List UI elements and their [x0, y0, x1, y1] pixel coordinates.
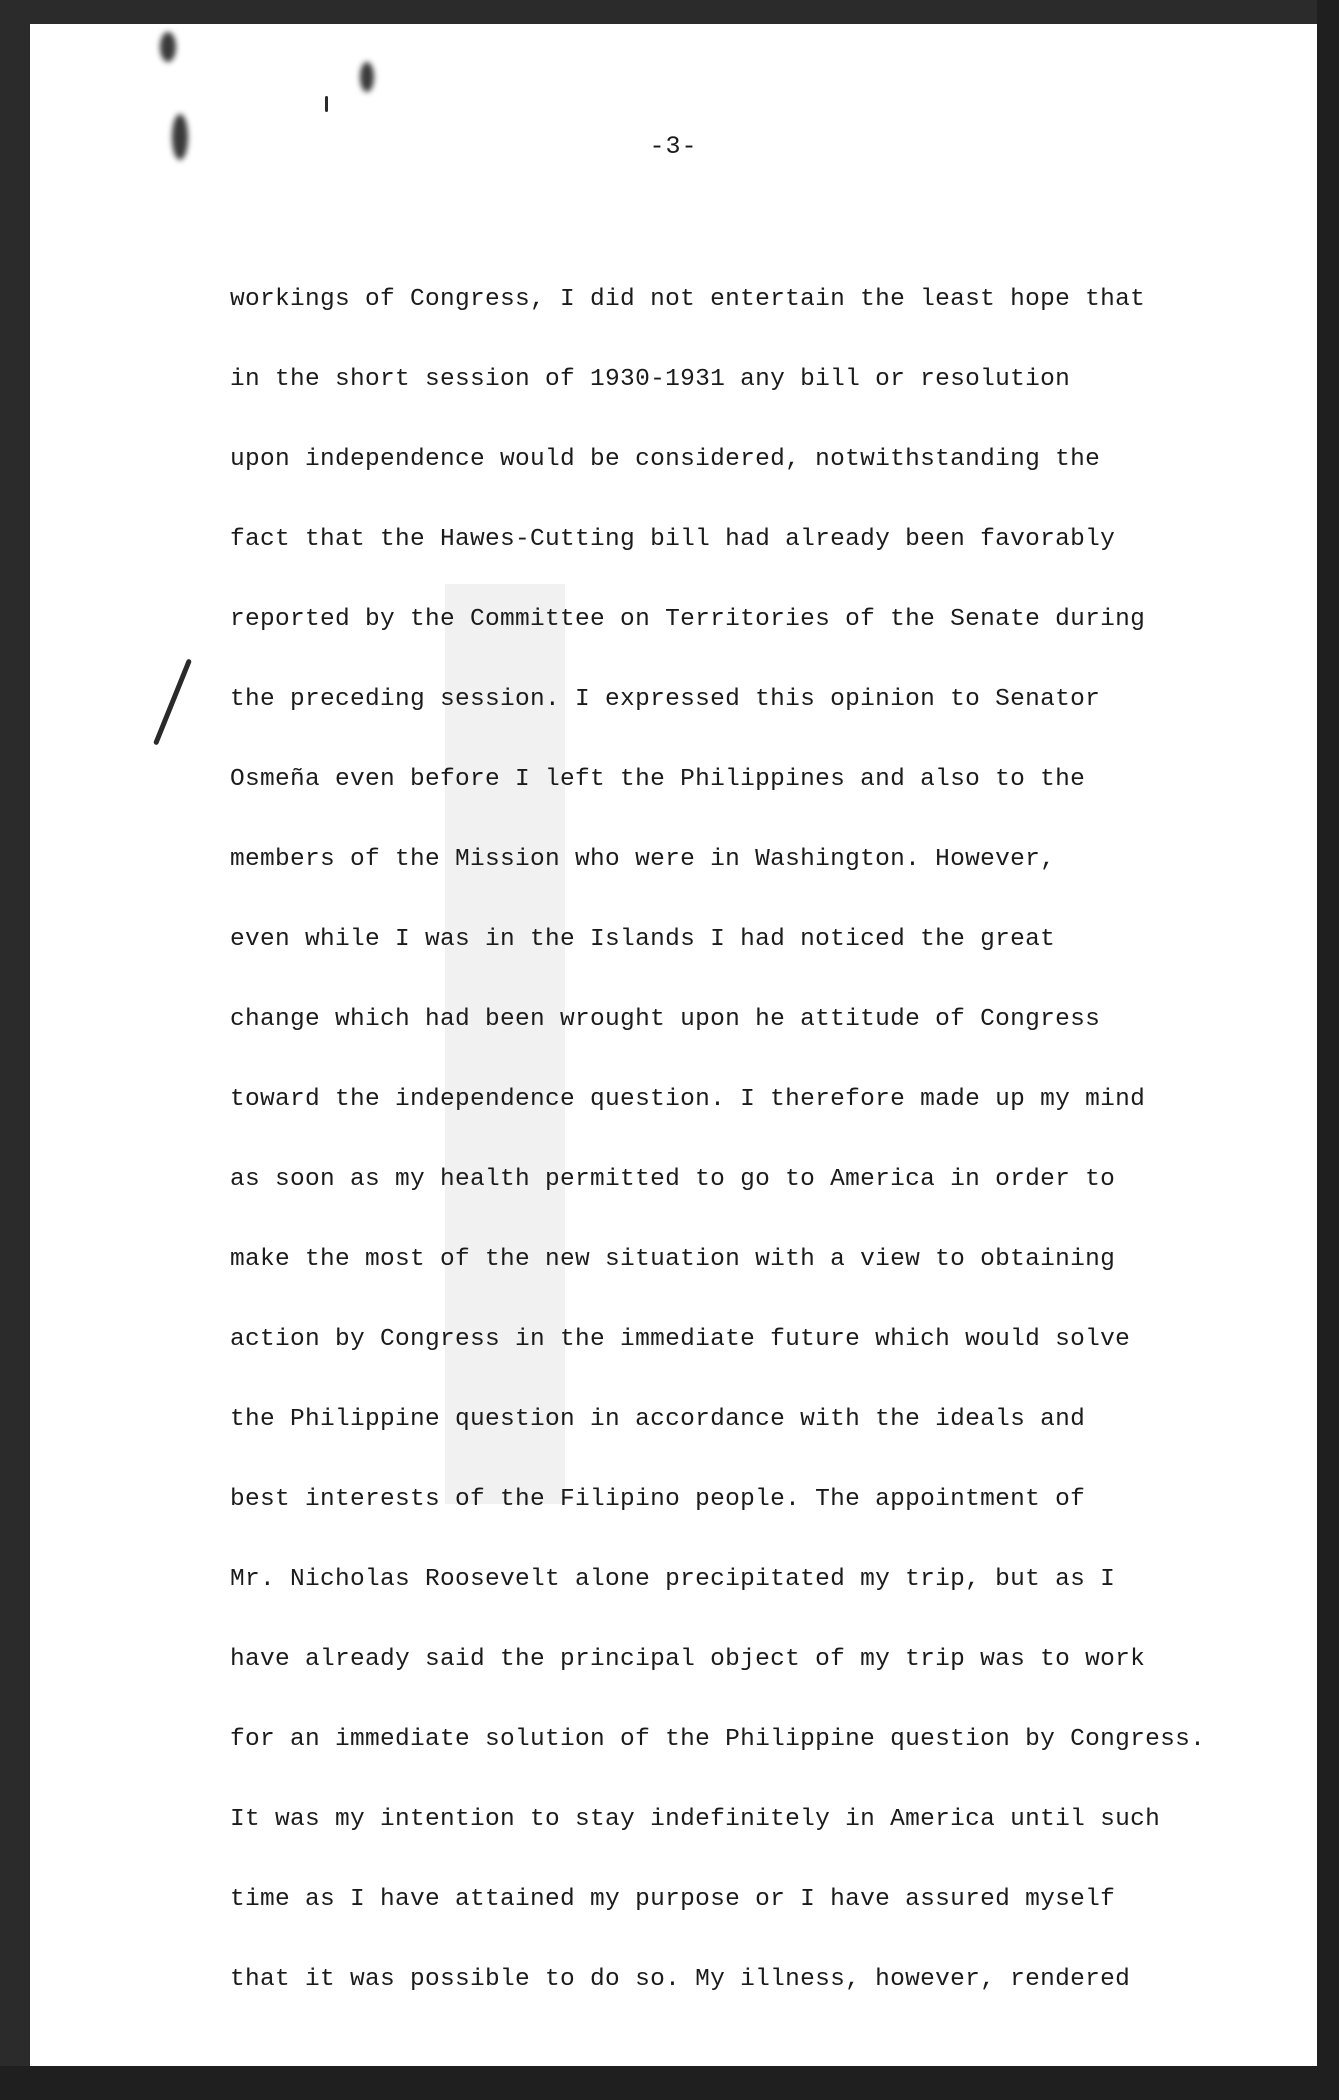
text-line: fact that the Hawes-Cutting bill had already been favorably — [230, 526, 1116, 553]
text-line: toward the independence question. I therefore made up my mind — [230, 1086, 1146, 1113]
body-text — [230, 260, 1290, 2020]
text-line: make the most of the new situation with a view to obtaining — [230, 1246, 1116, 1273]
document-page — [30, 24, 1317, 2066]
page-number: -3- — [649, 132, 698, 161]
text-line: members of the Mission who were in Washington. However, — [230, 846, 1056, 873]
text-line: as soon as my health permitted to go to America in order to — [230, 1166, 1116, 1193]
text-line: in the short session of 1930-1931 any bill or resolution — [230, 366, 1071, 393]
scan-border-bottom — [0, 2066, 1339, 2100]
text-line: time as I have attained my purpose or I have assured myself — [230, 1886, 1116, 1913]
text-line: change which had been wrought upon he attitude of Congress — [230, 1006, 1101, 1033]
scan-border-right — [1317, 0, 1339, 2100]
text-line: the preceding session. I expressed this opinion to Senator — [230, 686, 1101, 713]
text-line: upon independence would be considered, notwithstanding the — [230, 446, 1101, 473]
pen-mark — [153, 658, 192, 745]
ink-smudge — [360, 62, 374, 92]
pen-mark — [325, 96, 328, 112]
text-line: workings of Congress, I did not entertain the least hope that — [230, 286, 1146, 313]
text-line: reported by the Committee on Territories of the Senate during — [230, 606, 1146, 633]
text-line: Mr. Nicholas Roosevelt alone precipitated my trip, but as I — [230, 1566, 1116, 1593]
text-line: Osmeña even before I left the Philippines and also to the — [230, 766, 1086, 793]
text-line: action by Congress in the immediate future which would solve — [230, 1326, 1131, 1353]
text-line: the Philippine question in accordance with the ideals and — [230, 1406, 1086, 1433]
ink-smudge — [160, 32, 176, 62]
text-line: for an immediate solution of the Philippine question by Congress. — [230, 1726, 1206, 1753]
text-line: It was my intention to stay indefinitely in America until such — [230, 1806, 1161, 1833]
text-line: that it was possible to do so. My illness, however, rendered — [230, 1966, 1131, 1993]
text-line: even while I was in the Islands I had noticed the great — [230, 926, 1056, 953]
text-line: have already said the principal object of my trip was to work — [230, 1646, 1146, 1673]
text-line: best interests of the Filipino people. The appointment of — [230, 1486, 1086, 1513]
